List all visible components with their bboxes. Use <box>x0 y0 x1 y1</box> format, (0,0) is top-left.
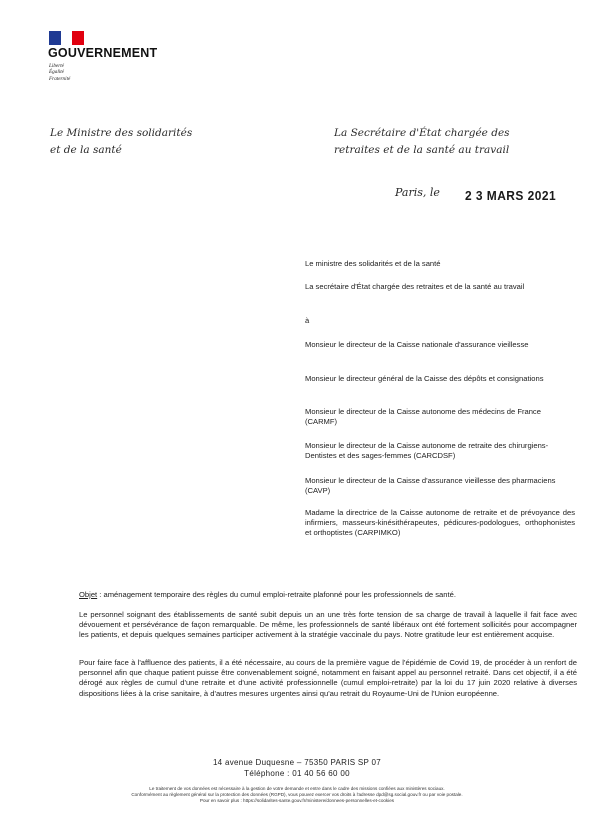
recipient-item: Madame la directrice de la Caisse autonome de retraite et de prévoyance des infirmiers, masseurs-kinésithérapeutes, pédicures-podologues, orthophonistes et orthoptistes (CARPIMKO) <box>305 508 575 537</box>
privacy-line: Conformément au règlement général sur la protection des données (RGPD), vous pouvez exercer vos droits à l'adresse dpd@sg.social.gouv.fr ou par voie postale. <box>131 792 463 798</box>
secretary-header-line: retraites et de la santé au travail <box>334 144 510 156</box>
privacy-notice <box>40 786 554 805</box>
privacy-line: Le traitement de vos données est nécessaire à la gestion de votre demande et entre dans le cadre des missions confiées aux ministères sociaux. <box>149 786 445 791</box>
minister-header-line: et de la santé <box>50 144 122 156</box>
motto-line: Égalité <box>49 69 64 76</box>
recipient-item: Monsieur le directeur de la Caisse nationale d'assurance vieillesse <box>305 340 529 349</box>
letter-subject <box>79 590 577 600</box>
brand-name: GOUVERNEMENT <box>48 46 158 60</box>
republic-motto <box>49 63 70 82</box>
recipient-item: Monsieur le directeur de la Caisse d'assurance vieillesse des pharmaciens (CAVP) <box>305 476 556 495</box>
date-stamp: 2 3 MARS 2021 <box>465 188 557 203</box>
privacy-line: Pour en savoir plus : https://solidarites-sante.gouv.fr/ministere/donnees-personnelles-et-cookies <box>199 798 395 804</box>
sender-secretary: La secrétaire d'État chargée des retraites et de la santé au travail <box>305 282 525 291</box>
motto-line: Liberté <box>49 63 64 69</box>
sender-minister: Le ministre des solidarités et de la santé <box>305 259 441 268</box>
french-flag-logo <box>49 31 84 45</box>
recipient-to: à <box>305 316 310 325</box>
minister-header <box>50 125 270 159</box>
motto-line: Fraternité <box>49 75 71 82</box>
minister-header-line: Le Ministre des solidarités <box>50 127 193 139</box>
subject-label: Objet <box>79 590 98 599</box>
date-city: Paris, le <box>395 186 440 199</box>
recipient-item: Monsieur le directeur de la Caisse autonome de retraite des chirurgiens-Dentistes et des sages-femmes (CARCDSF) <box>305 441 549 460</box>
recipient-item: Monsieur le directeur général de la Caisse des dépôts et consignations <box>305 374 544 383</box>
body-paragraph: Le personnel soignant des établissements de santé subit depuis un an une très forte tension de sa charge de travail à laquelle il fait face avec dévouement et persévérance de façon remarquable. De même, les professionnels de santé libéraux ont été fortement sollicités pour accompagner les patients, et depuis quelques semaines participer activement à la stratégie vaccinale du pays. Notre gratitude leur est entièrement acquise. <box>79 610 577 640</box>
subject-text: : aménagement temporaire des règles du cumul emploi-retraite plafonné pour les professionnels de santé. <box>97 590 456 599</box>
secretary-header <box>334 125 574 159</box>
body-paragraph: Pour faire face à l'affluence des patients, il a été nécessaire, au cours de la première vague de l'épidémie de Covid 19, de procéder à un renfort de personnel afin que chaque patient puisse être convenablement soigné, notamment en faisant appel au personnel retraité. Dans cet objectif, il a été dérogé aux règles de cumul d'une retraite et d'une activité professionnelle (cumul emploi-retraite) par la loi du 17 juin 2020 relative à diverses dispositions liées à la crise sanitaire, à d'autres mesures urgentes ainsi qu'au retrait du Royaume-Uni de l'Union européenne. <box>79 658 577 698</box>
secretary-header-line: La Secrétaire d'État chargée des <box>334 127 510 139</box>
footer-address: 14 avenue Duquesne – 75350 PARIS SP 07 <box>212 758 382 767</box>
footer-phone: Téléphone : 01 40 56 60 00 <box>244 769 350 778</box>
recipient-item: Monsieur le directeur de la Caisse autonome des médecins de France (CARMF) <box>305 407 541 426</box>
